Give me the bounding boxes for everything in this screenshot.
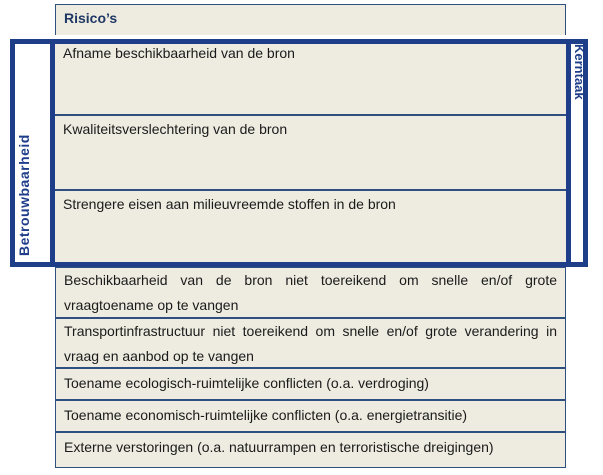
core-task-label: Kerntaak	[572, 44, 587, 100]
risk-row	[55, 368, 566, 400]
reliability-label: Betrouwbaarheid	[16, 134, 32, 256]
risk-text: Kwaliteitsverslechtering van de bron	[63, 121, 288, 137]
risk-row	[55, 267, 566, 318]
risk-row	[55, 318, 566, 368]
risk-text: Externe verstoringen (o.a. natuurrampen en terroristische dreigingen)	[64, 439, 494, 455]
risk-row	[55, 400, 566, 432]
risk-text: Toename economisch-ruimtelijke conflicten (o.a. energietransitie)	[64, 407, 468, 423]
risk-text: Toename ecologisch-ruimtelijke conflicten (o.a. verdroging)	[64, 375, 429, 391]
risk-text: Strengere eisen aan milieuvreemde stoffen in de bron	[63, 196, 396, 212]
risk-row	[55, 432, 566, 468]
core-task-frame	[10, 39, 588, 267]
header-title: Risico’s	[64, 10, 118, 26]
table-header	[55, 4, 566, 35]
risk-text: Afname beschikbaarheid van de bron	[63, 45, 295, 61]
risk-text: Beschikbaarheid van de bron niet toereikend om snelle en/of grote vraagtoename op te vangen	[64, 272, 557, 313]
risk-text: Transportinfrastructuur niet toereikend om snelle en/of grote verandering in vraag en aanbod op te vangen	[64, 323, 557, 364]
